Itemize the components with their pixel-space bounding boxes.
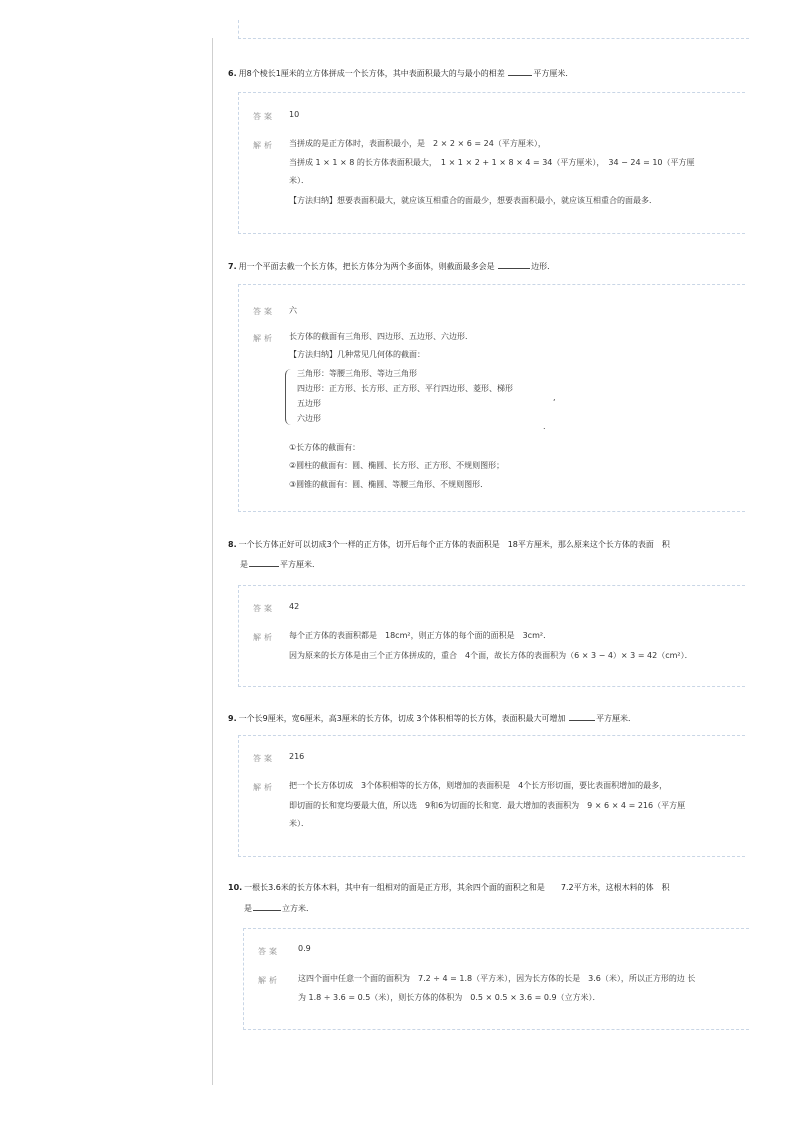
analysis-item: ②圆柱的截面有：圆、椭圆、长方形、正方形、不规则图形；	[289, 461, 505, 470]
question-unit: 平方厘米．	[533, 69, 574, 78]
question-text: 用一个平面去截一个长方体，把长方体分为两个多面体，则截面最多会是	[238, 262, 495, 271]
analysis-line: 【方法归纳】几种常见几何体的截面：	[289, 350, 425, 359]
answer-value: 42	[289, 602, 300, 611]
question-9	[228, 708, 636, 730]
question-text: 是	[244, 904, 252, 913]
answer-tag: 答案	[253, 604, 275, 613]
analysis-line: 即切面的长和宽均要最大值，所以选 9和6为切面的长和宽．最大增加的表面积为 9 × 6 × 4 = 216（平方厘	[289, 801, 686, 810]
question-10-line-2	[244, 898, 314, 920]
answer-blank	[508, 67, 532, 76]
analysis-line: 当拼成的是正方体时，表面积最小，是 2 × 2 × 6 = 24（平方厘米），	[289, 139, 546, 148]
analysis-line: 【方法归纳】想要表面积最大，就应该互相重合的面最少，想要表面积最小，就应该互相重合的面最多．	[289, 196, 657, 205]
question-8	[228, 534, 670, 556]
brace-tail: ,	[553, 393, 556, 402]
analysis-line: 为 1.8 ÷ 3.6 = 0.5（米），则长方体的体积为 0.5 × 0.5 × 3.6 = 0.9（立方米）．	[298, 993, 601, 1002]
analysis-line: 每个正方体的表面积都是 18cm²，则正方体的每个面的面积是 3cm²．	[289, 631, 552, 640]
answer-tag: 答案	[253, 307, 275, 316]
brace-item: 四边形：正方形、长方形、正方形、平行四边形、菱形、梯形	[297, 384, 513, 393]
answer-box-6	[238, 92, 745, 234]
answer-tag: 答案	[258, 947, 280, 956]
page-margin-line	[212, 38, 213, 1085]
question-unit: 边形．	[531, 262, 556, 271]
previous-answer-box	[238, 20, 749, 39]
analysis-item: ①长方体的截面有：	[289, 443, 361, 452]
answer-box-7	[238, 284, 745, 512]
analysis-tag: 解析	[253, 334, 275, 343]
brace-item: 六边形	[297, 414, 321, 423]
answer-value: 六	[289, 306, 297, 315]
analysis-line: 当拼成 1 × 1 × 8 的长方体表面积最大， 1 × 1 × 2 + 1 × 8 × 4 = 34（平方厘米）， 34 − 24 = 10（平方厘	[289, 158, 695, 167]
stray-dot: .	[543, 422, 546, 431]
answer-tag: 答案	[253, 754, 275, 763]
answer-tag: 答案	[253, 112, 275, 121]
brace-item: 五边形	[297, 399, 321, 408]
question-number: 10.	[228, 883, 243, 892]
analysis-item: ③圆锥的截面有：圆、椭圆、等腰三角形、不规则图形．	[289, 480, 489, 489]
question-text: 用8个棱长1厘米的立方体拼成一个长方体，其中表面积最大的与最小的相差	[238, 69, 505, 78]
question-text: 是	[240, 560, 248, 569]
question-number: 6.	[228, 69, 237, 78]
answer-blank	[249, 558, 279, 567]
question-text: 一个长方体正好可以切成3个一样的正方体，切开后每个正方体的表面积是 18平方厘米，那么原来这个长方体的表面 积	[238, 540, 670, 549]
question-10	[228, 877, 670, 899]
question-text: 一根长3.6米的长方体木料，其中有一组相对的面是正方形，其余四个面的面积之和是 7.2平方米，这根木料的体 积	[244, 883, 670, 892]
analysis-line: 长方体的截面有三角形、四边形、五边形、六边形．	[289, 332, 473, 341]
analysis-tag: 解析	[253, 141, 275, 150]
answer-value: 10	[289, 110, 300, 119]
question-6	[228, 63, 573, 85]
analysis-line: 这四个面中任意一个面的面积为 7.2 ÷ 4 = 1.8（平方米），因为长方体的长是 3.6（米），所以正方形的边 长	[298, 974, 696, 983]
analysis-line: 因为原来的长方体是由三个正方体拼成的，重合 4个面，故长方体的表面积为（6 × 3 − 4）× 3 = 42（cm²）．	[289, 651, 693, 660]
answer-box-10	[243, 928, 749, 1030]
question-number: 9.	[228, 714, 237, 723]
question-unit: 立方米．	[282, 904, 314, 913]
question-text: 一个长9厘米，宽6厘米，高3厘米的长方体，切成 3个体积相等的长方体，表面积最大可增加	[238, 714, 566, 723]
analysis-line: 米）．	[289, 176, 309, 185]
question-unit: 平方厘米．	[596, 714, 637, 723]
answer-blank	[569, 712, 595, 721]
analysis-tag: 解析	[253, 633, 275, 642]
answer-box-9	[238, 735, 745, 857]
question-number: 8.	[228, 540, 237, 549]
answer-value: 0.9	[298, 944, 311, 953]
analysis-tag: 解析	[258, 976, 280, 985]
question-unit: 平方厘米．	[280, 560, 320, 569]
question-number: 7.	[228, 262, 237, 271]
question-8-line-2	[240, 554, 320, 576]
brace-item: 三角形：等腰三角形、等边三角形	[297, 369, 417, 378]
answer-blank	[253, 902, 281, 911]
analysis-tag: 解析	[253, 783, 275, 792]
analysis-line: 米）．	[289, 819, 309, 828]
analysis-line: 把一个长方体切成 3个体积相等的长方体，则增加的表面积是 4个长方形切面，要比表面积增加的最多，	[289, 781, 668, 790]
answer-value: 216	[289, 752, 305, 761]
question-7	[228, 256, 555, 278]
answer-box-8	[238, 585, 745, 687]
answer-blank	[498, 260, 530, 269]
brace-bracket	[285, 369, 291, 425]
